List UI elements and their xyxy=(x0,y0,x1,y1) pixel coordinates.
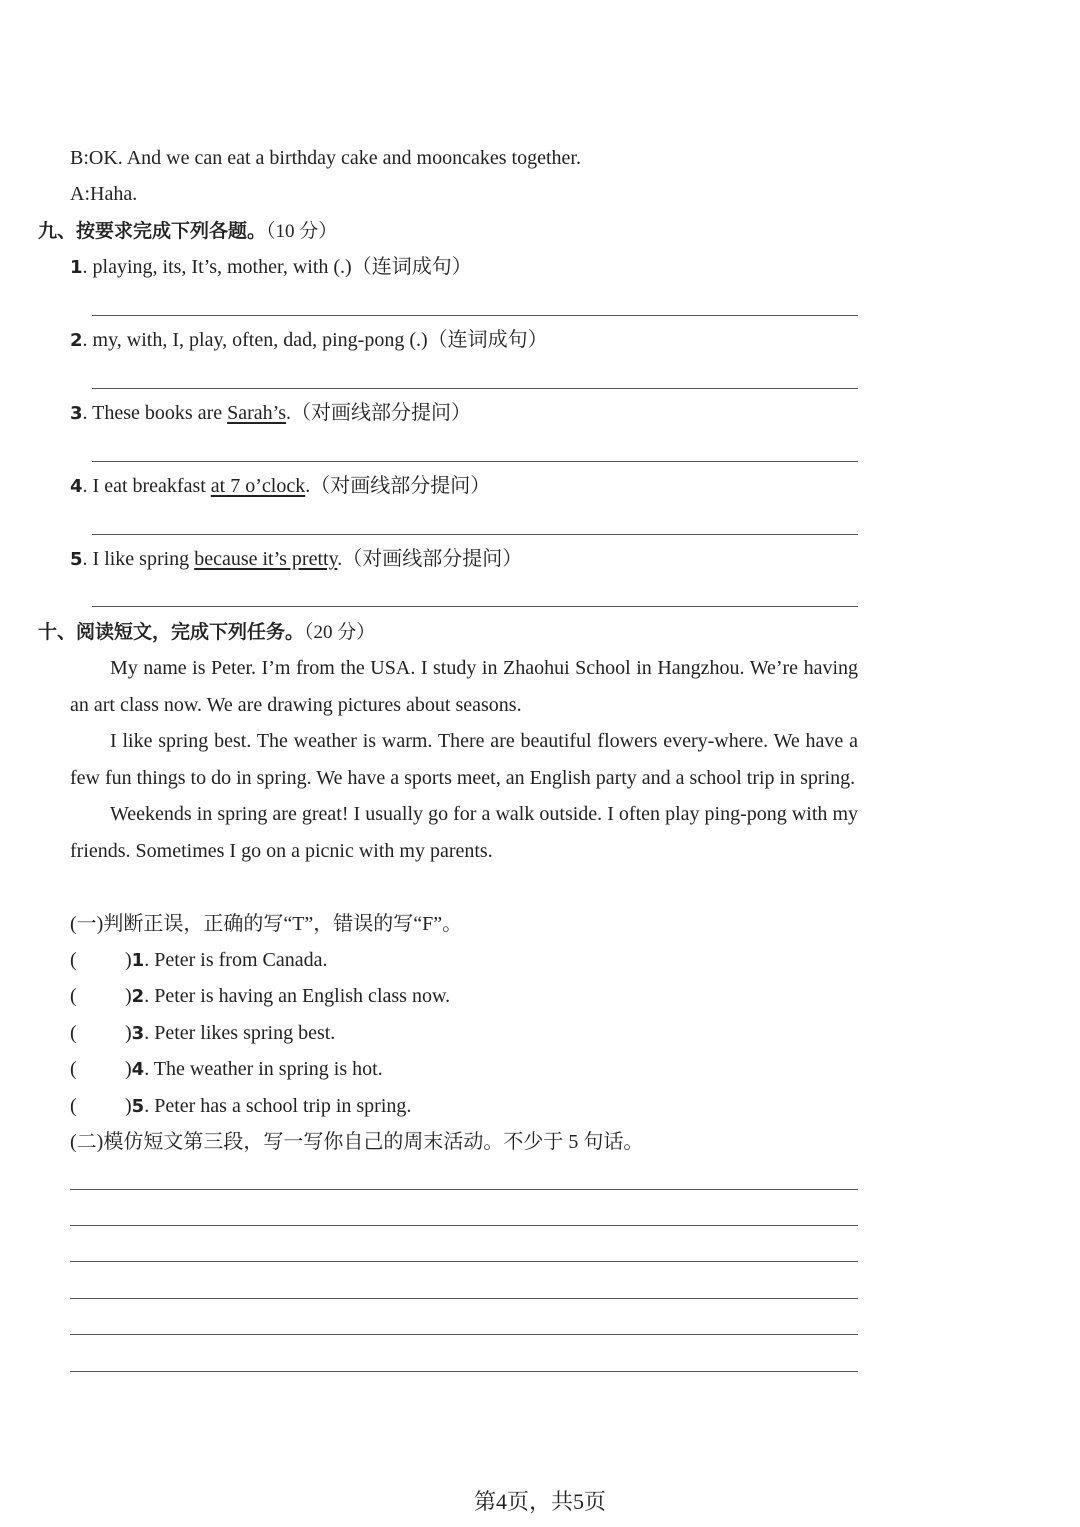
speaker-label: B: xyxy=(70,147,89,169)
question-text-end: . xyxy=(337,548,343,570)
tf-statement: . Peter likes spring best. xyxy=(144,1022,336,1044)
section-title: 九、按要求完成下列各题。 xyxy=(38,220,267,242)
writing-line[interactable] xyxy=(70,1334,858,1335)
answer-line[interactable] xyxy=(92,461,858,462)
writing-line[interactable] xyxy=(70,1298,858,1299)
speaker-label: A: xyxy=(70,183,90,205)
tf-item-3: ( )3. Peter likes spring best. xyxy=(70,1022,336,1044)
underlined-phrase: Sarah’s xyxy=(227,402,287,424)
tf-number: 4 xyxy=(131,1059,145,1080)
question-number: 4 xyxy=(70,476,83,497)
question-number: 2 xyxy=(70,330,83,351)
question-item-5 xyxy=(70,547,522,572)
question-number: 1 xyxy=(70,257,83,278)
question-instruction: （对画线部分提问） xyxy=(291,402,472,424)
answer-blank-open[interactable]: ( xyxy=(70,985,77,1007)
dialogue-text: Haha. xyxy=(90,183,138,205)
answer-line[interactable] xyxy=(92,388,858,389)
underlined-phrase: at 7 o’clock xyxy=(210,475,306,497)
tf-statement: . Peter has a school trip in spring. xyxy=(144,1095,412,1117)
question-text: . my, with, I, play, often, dad, ping-pong (.) xyxy=(82,329,428,351)
tf-statement: . The weather in spring is hot. xyxy=(144,1058,383,1080)
question-instruction: （连词成句） xyxy=(351,256,472,278)
question-item-4 xyxy=(70,474,490,499)
passage-paragraph-1: My name is Peter. I’m from the USA. I study in Zhaohui School in Hangzhou. We’re having an art class now. We are drawing pictures about seasons. xyxy=(70,657,858,716)
question-text-end: . xyxy=(305,475,311,497)
section10-heading xyxy=(38,620,375,645)
question-instruction: （连词成句） xyxy=(427,329,548,351)
question-text: . I eat breakfast xyxy=(82,475,211,497)
section9-heading xyxy=(38,219,337,244)
tf-item-2: ( )2. Peter is having an English class now. xyxy=(70,985,451,1007)
question-item-3 xyxy=(70,401,471,426)
question-text: . These books are xyxy=(82,402,228,424)
section-score: （10 分） xyxy=(266,221,338,242)
question-instruction: （对画线部分提问） xyxy=(310,475,491,497)
question-text: . playing, its, It’s, mother, with (.) xyxy=(82,256,352,278)
question-text: . I like spring xyxy=(82,548,195,570)
answer-line[interactable] xyxy=(92,534,858,535)
tf-number: 5 xyxy=(131,1096,145,1117)
part1-title: (一)判断正误，正确的写“T”，错误的写“F”。 xyxy=(70,913,463,935)
tf-item-5: ( )5. Peter has a school trip in spring. xyxy=(70,1095,412,1117)
question-item-1 xyxy=(70,255,472,280)
section-score: （20 分） xyxy=(304,622,376,643)
tf-item-4: ( )4. The weather in spring is hot. xyxy=(70,1058,383,1080)
part2-title: (二)模仿短文第三段，写一写你自己的周末活动。不少于 5 句话。 xyxy=(70,1131,644,1153)
writing-line[interactable] xyxy=(70,1225,858,1226)
answer-blank-open[interactable]: ( xyxy=(70,1058,77,1080)
writing-line[interactable] xyxy=(70,1261,858,1262)
question-text-end: . xyxy=(286,402,292,424)
section-title: 十、阅读短文，完成下列任务。 xyxy=(38,621,305,643)
question-item-2 xyxy=(70,328,548,353)
passage-paragraph-2: I like spring best. The weather is warm. There are beautiful flowers every-where. We have a few fun things to do in spring. We have a sports meet, an English party and a school trip in spring. xyxy=(70,730,858,789)
tf-number: 3 xyxy=(131,1023,145,1044)
answer-line[interactable] xyxy=(92,606,858,607)
underlined-phrase: because it’s pretty xyxy=(194,548,338,570)
tf-number: 2 xyxy=(131,986,145,1007)
dialogue-line-b xyxy=(70,146,581,170)
tf-item-1: ( )1. Peter is from Canada. xyxy=(70,949,328,971)
passage-paragraph-3: Weekends in spring are great! I usually go for a walk outside. I often play ping-pong with my friends. Sometimes I go on a picnic with my parents. xyxy=(70,803,858,862)
tf-number: 1 xyxy=(131,950,145,971)
dialogue-text: OK. And we can eat a birthday cake and mooncakes together. xyxy=(88,147,581,169)
tf-statement: . Peter is from Canada. xyxy=(144,949,328,971)
writing-line[interactable] xyxy=(70,1371,858,1372)
answer-line[interactable] xyxy=(92,315,858,316)
question-number: 5 xyxy=(70,549,83,570)
question-instruction: （对画线部分提问） xyxy=(342,548,523,570)
answer-blank-open[interactable]: ( xyxy=(70,1022,77,1044)
reading-passage xyxy=(70,650,858,869)
answer-blank-open[interactable]: ( xyxy=(70,949,77,971)
writing-line[interactable] xyxy=(70,1189,858,1190)
page-number-footer: 第4页，共5页 xyxy=(473,1489,606,1514)
tf-statement: . Peter is having an English class now. xyxy=(144,985,451,1007)
dialogue-line-a xyxy=(70,182,137,206)
answer-blank-open[interactable]: ( xyxy=(70,1095,77,1117)
question-number: 3 xyxy=(70,403,83,424)
